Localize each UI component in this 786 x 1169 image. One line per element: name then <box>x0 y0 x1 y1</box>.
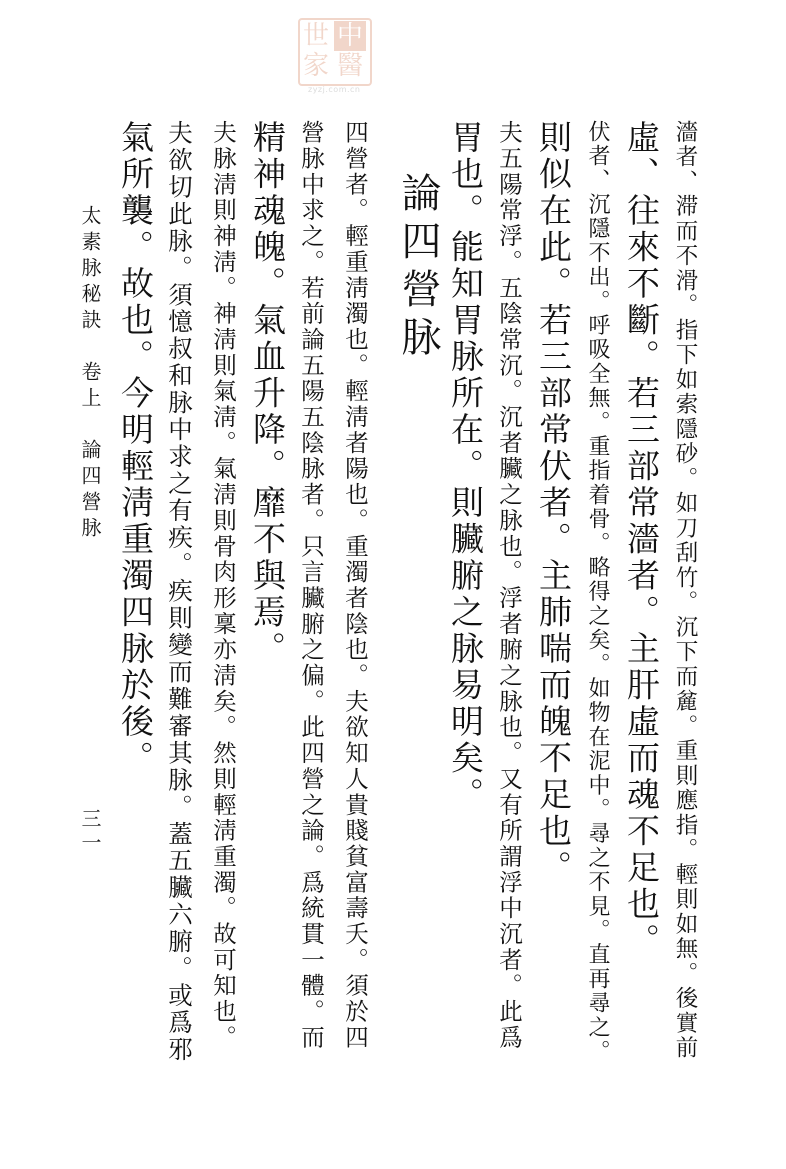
text-column: 則似在此。若三部常伏者。主肺喘而魄不足也。 <box>534 120 573 887</box>
text-column: 濇者、滞而不滑。指下如索隱砂。如刀刮竹。沉下而麄。重則應指。輕則如無。後實前 <box>672 120 698 1061</box>
text-column: 虛、往來不斷。若三部常濇者。主肝虛而魂不足也。 <box>622 120 661 960</box>
text-column: 氣所襲。故也。今明輕淸重濁四脉於後。 <box>116 120 155 777</box>
logo-char: 中 <box>334 21 366 51</box>
watermark-logo <box>298 18 370 92</box>
page-number: 三一 <box>78 808 102 856</box>
logo-char: 醫 <box>336 51 363 81</box>
text-column: 精神魂魄。氣血升降。靡不與焉。 <box>248 120 287 668</box>
text-column: 胃也。能知胃脉所在。則臟腑之脉易明矣。 <box>446 120 485 814</box>
text-column: 伏者、沉隱不出。呼吸全無。重指着骨。略得之矣。如物在泥中。尋之不見。直再尋之。 <box>585 120 610 1064</box>
logo-url: zyzj.com.cn <box>308 85 361 94</box>
logo-char: 家 <box>302 51 329 81</box>
running-title: 太素脉秘訣 卷上 論四營脉 <box>78 205 102 543</box>
text-column: 夫欲切此脉。須憶叔和脉中求之有疾。疾則變而難審其脉。蓋五臟六腑。或爲邪 <box>165 120 194 1064</box>
text-column: 四營者。輕重淸濁也。輕淸者陽也。重濁者陰也。夫欲知人貴賤貧富壽夭。須於四 <box>341 120 369 1051</box>
text-column: 夫脉淸則神淸。神淸則氣淸。氣淸則骨肉形稟亦淸矣。然則輕淸重濁。故可知也。 <box>209 120 237 1051</box>
text-column: 夫五陽常浮。五陰常沉。沉者臟之脉也。浮者腑之脉也。又有所謂浮中沉者。此爲 <box>495 120 523 1051</box>
section-title: 論四營脉 <box>395 172 441 364</box>
text-column: 營脉中求之。若前論五陽五陰脉者。只言臟腑之偏。此四營之論。爲統貫一體。而 <box>297 120 325 1051</box>
logo-char: 世 <box>302 21 329 51</box>
